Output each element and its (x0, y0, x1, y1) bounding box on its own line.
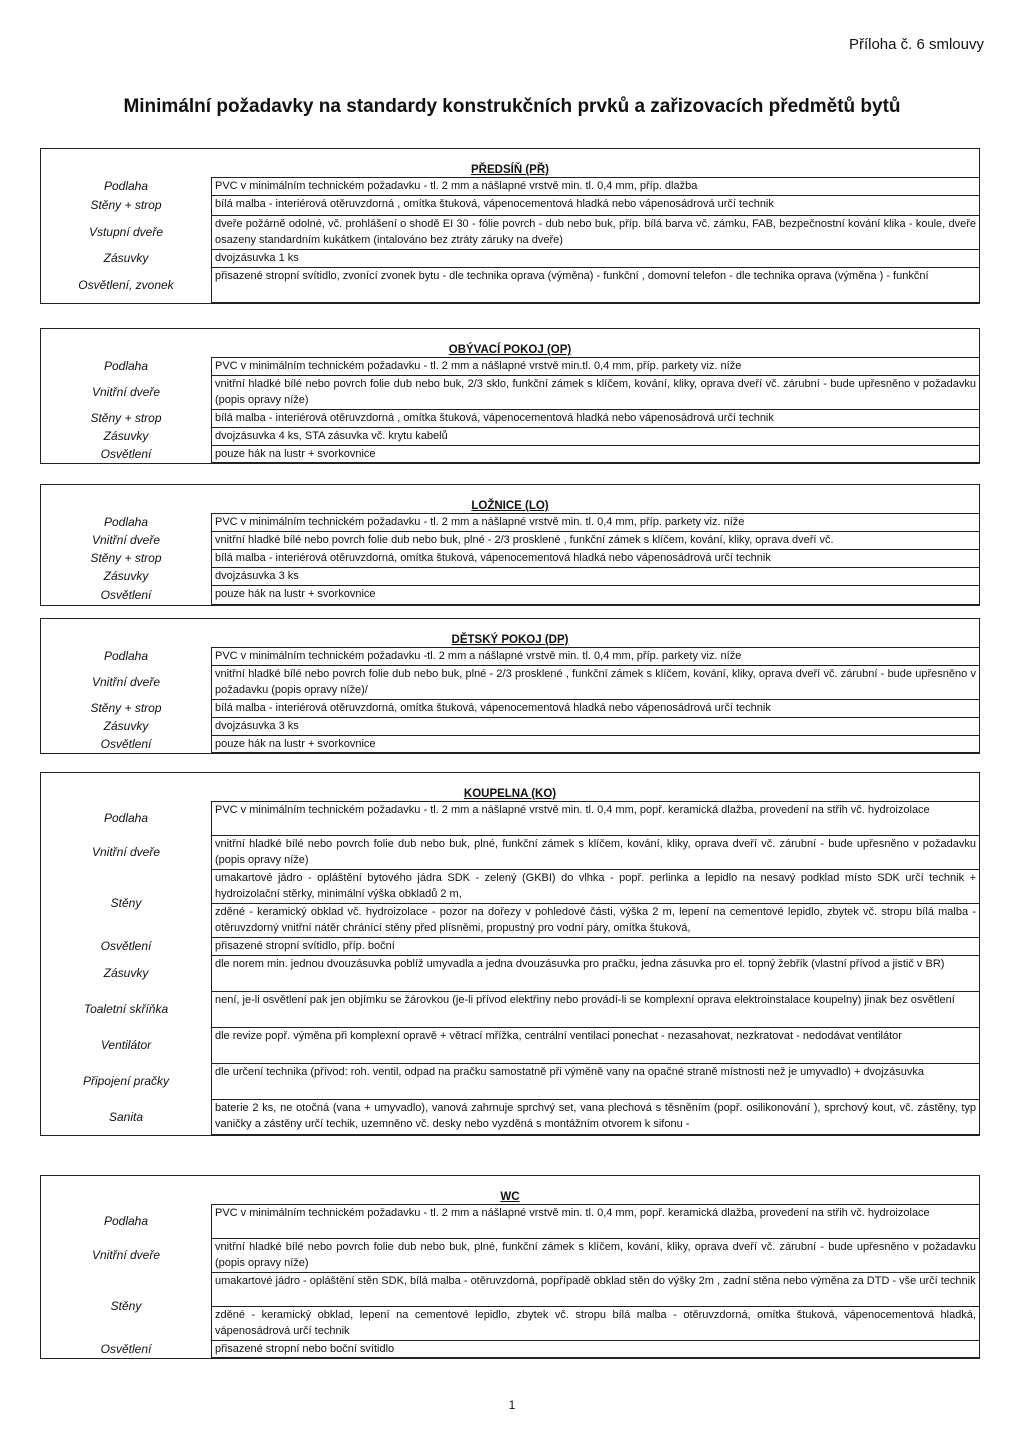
row-label: Vnitřní dveře (91, 845, 161, 859)
table-row (41, 375, 979, 409)
table-row (41, 267, 979, 303)
table-row (41, 567, 979, 585)
row-value: bílá malba - interiérová otěruvzdorná , omítka štuková, vápenocementová hladká nebo vápenosádrová určí technik (211, 409, 980, 427)
row-label: Podlaha (103, 649, 149, 663)
row-value: PVC v minimálním technickém požadavku - tl. 2 mm a nášlapné vrstvě min. tl. 0,4 mm, popř. keramická dlažba, provedení na střih vč. hydroizolace (211, 1204, 980, 1238)
table-row (41, 869, 979, 937)
table-row (41, 699, 979, 717)
section-koupelna (40, 772, 980, 1136)
row-label: Osvětlení (100, 1342, 152, 1356)
row-value: bílá malba - interiérová otěruvzdorná , omítka štuková, vápenocementová hladká nebo vápenosádrová určí technik (211, 195, 980, 215)
row-value: přisazené stropní nebo boční svítidlo (211, 1340, 980, 1358)
table-row (41, 427, 979, 445)
row-value: dvojzásuvka 4 ks, STA zásuvka vč. krytu kabelů (211, 427, 980, 445)
row-label: Podlaha (103, 179, 149, 193)
row-label: Zásuvky (103, 429, 149, 443)
row-value: dvojzásuvka 3 ks (211, 717, 980, 735)
row-label: Stěny (110, 1299, 142, 1313)
table-row (41, 835, 979, 869)
row-label: Stěny + strop (90, 551, 162, 565)
table-row (41, 445, 979, 463)
table-row (41, 801, 979, 835)
section-wc (40, 1175, 980, 1359)
row-label: Stěny + strop (90, 411, 162, 425)
table-row (41, 717, 979, 735)
row-value-group (211, 1272, 980, 1340)
row-label: Sanita (108, 1110, 144, 1124)
row-label: Zásuvky (103, 569, 149, 583)
row-label: Stěny (110, 896, 142, 910)
table-row (41, 585, 979, 605)
table-row (41, 409, 979, 427)
row-value: PVC v minimálním technickém požadavku - tl. 2 mm a nášlapné vrstvě min. tl. 0,4 mm, příp. parkety viz. níže (211, 513, 980, 531)
table-row (41, 513, 979, 531)
table-row (41, 357, 979, 375)
row-label: Vnitřní dveře (91, 675, 161, 689)
table-row (41, 549, 979, 567)
row-value: bílá malba - interiérová otěruvzdorná, omítka štuková, vápenocementová hladká nebo vápenosádrová určí technik (211, 549, 980, 567)
row-value: bílá malba - interiérová otěruvzdorná, omítka štuková, vápenocementová hladká nebo vápenosádrová určí technik (211, 699, 980, 717)
row-label: Připojení pračky (82, 1074, 170, 1088)
row-value: dle určení technika (přívod: roh. ventil, odpad na pračku samostatně při výměně vany na opačné straně místnosti než je umyvadlo) + dvojzásuvka (211, 1063, 980, 1099)
row-value: dveře požárně odolné, vč. prohlášení o shodě EI 30 - fólie povrch - dub nebo buk, příp. bílá barva vč. zámku, FAB, bezpečnostní kování klika - koule, dveře osazeny standardním kukátkem (intalováno bez ztráty záruky na dveře) (211, 215, 980, 249)
table-row (41, 1099, 979, 1135)
table-row (41, 215, 979, 249)
row-value: přisazené stropní svítidlo, zvonící zvonek bytu - dle technika oprava (výměna) - funkční , domovní telefon - dle technika oprava (výměna ) - funkční (211, 267, 980, 303)
row-value: dvojzásuvka 1 ks (211, 249, 980, 267)
row-label: Toaletní skříňka (83, 1002, 169, 1016)
row-label: Osvětlení (100, 737, 152, 751)
row-label: Podlaha (103, 1214, 149, 1228)
row-value: pouze hák na lustr + svorkovnice (211, 735, 980, 753)
row-label: Osvětlení (100, 939, 152, 953)
row-value: PVC v minimálním technickém požadavku - tl. 2 mm a nášlapné vrstvě min. tl. 0,4 mm, příp. dlažba (211, 177, 980, 195)
row-value: vnitřní hladké bílé nebo povrch folie dub nebo buk, plné - 2/3 prosklené , funkční zámek s klíčem, kování, kliky, oprava dveří vč. zárubní - bude upřesněno v požadavku (popis opravy níže)/ (211, 665, 980, 699)
row-value: zděné - keramický obklad, lepení na cementové lepidlo, zbytek vč. stropu bílá malba - otěruvzdorná, omítka štuková, vápenocementová hladká, vápenosádrová určí technik (211, 1306, 980, 1340)
row-value: umakartové jádro - opláštění stěn SDK, bílá malba - otěruvzdorná, popřípadě obklad stěn do výšky 2m , zadní stěna nebo výměna za DTD - vše určí technik (211, 1272, 980, 1306)
table-row (41, 195, 979, 215)
row-value: PVC v minimálním technickém požadavku - tl. 2 mm a nášlapné vrstvě min. tl. 0,4 mm, popř. keramická dlažba, provedení na střih vč. hydroizolace (211, 801, 980, 835)
row-label: Zásuvky (103, 251, 149, 265)
table-row (41, 1063, 979, 1099)
row-label: Podlaha (103, 515, 149, 529)
table-row (41, 1340, 979, 1358)
table-row (41, 991, 979, 1027)
row-label: Ventilátor (100, 1038, 152, 1052)
row-value: baterie 2 ks, ne otočná (vana + umyvadlo), vanová zahrnuje sprchvý set, vana plechová s těsněním (popř. osilikonování ), sprchový kout, vč. zástěny, typ vaničky a zástěny určí techik, uzemněno vč. desky nebo vyzděná s montážním otvorem k sifonu - (211, 1099, 980, 1135)
row-value: vnitřní hladké bílé nebo povrch folie dub nebo buk, plné - 2/3 prosklené , funkční zámek s klíčem, kování, kliky, oprava dveří vč. (211, 531, 980, 549)
row-value: pouze hák na lustr + svorkovnice (211, 585, 980, 605)
table-row (41, 1238, 979, 1272)
table-row (41, 955, 979, 991)
row-value: vnitřní hladké bílé nebo povrch folie dub nebo buk, plné, funkční zámek s klíčem, kování, kliky, oprava dveří vč. zárubní - bude upřesněno v požadavku (popis opravy níže) (211, 1238, 980, 1272)
section-heading: PŘEDSÍŇ (PŘ) (471, 164, 549, 176)
section-loznice (40, 484, 980, 606)
row-label: Zásuvky (103, 966, 149, 980)
table-row (41, 531, 979, 549)
row-value: vnitřní hladké bílé nebo povrch folie dub nebo buk, 2/3 sklo, funkční zámek s klíčem, kování, kliky, oprava dveří vč. zárubní - bude upřesněno v požadavku (popis opravy níže) (211, 375, 980, 409)
table-row (41, 1272, 979, 1340)
row-label: Zásuvky (103, 719, 149, 733)
table-row (41, 735, 979, 753)
row-value: zděné - keramický obklad vč. hydroizolace - pozor na dořezy v pohledové části, výška 2 m, lepení na cementové lepidlo, zbytek vč. stropu bílá malba - otěruvzdorný vnitřní nátěr chránící stěny před plísněmi, propustný pro vodní páry, omítka štuková, (211, 903, 980, 937)
table-row (41, 177, 979, 195)
page-title: Minimální požadavky na standardy konstrukčních prvků a zařizovacích předmětů bytů (123, 96, 901, 117)
row-label: Vnitřní dveře (91, 533, 161, 547)
row-label: Stěny + strop (90, 701, 162, 715)
section-heading: LOŽNICE (LO) (471, 500, 549, 512)
row-value: pouze hák na lustr + svorkovnice (211, 445, 980, 463)
section-obyvaci-pokoj (40, 328, 980, 464)
section-predsin (40, 148, 980, 304)
row-label: Podlaha (103, 359, 149, 373)
table-row (41, 1027, 979, 1063)
row-value: dvojzásuvka 3 ks (211, 567, 980, 585)
row-value: vnitřní hladké bílé nebo povrch folie dub nebo buk, plné, funkční zámek s klíčem, kování, kliky, oprava dveří vč. zárubní - bude upřesněno v požadavku (popis opravy níže) (211, 835, 980, 869)
row-label: Vnitřní dveře (91, 1248, 161, 1262)
table-row (41, 665, 979, 699)
row-label: Podlaha (103, 811, 149, 825)
row-value: přisazené stropní svítidlo, příp. boční (211, 937, 980, 955)
row-value: PVC v minimálním technickém požadavku -tl. 2 mm a nášlapné vrstvě min. tl. 0,4 mm, příp. parkety viz. níže (211, 647, 980, 665)
section-heading: WC (500, 1191, 520, 1203)
row-value-group (211, 869, 980, 937)
row-label: Vnitřní dveře (91, 385, 161, 399)
row-label: Vstupní dveře (88, 225, 164, 239)
row-value: dle revize popř. výměna při komplexní opravě + větrací mřížka, centrální ventilaci ponechat - nezasahovat, nezkratovat - nedodávat ventilátor (211, 1027, 980, 1063)
section-detsky-pokoj (40, 618, 980, 754)
section-heading: KOUPELNA (KO) (463, 788, 557, 800)
table-row (41, 1204, 979, 1238)
row-value: umakartové jádro - opláštění bytového jádra SDK - zelený (GKBI) do vlhka - popř. perlinka a lepidlo na nesavý podklad místo SDK určí technik + hydroizolační stěrky, minimální výška obkladů 2 m, (211, 869, 980, 903)
row-label: Stěny + strop (90, 198, 162, 212)
table-row (41, 647, 979, 665)
row-label: Osvětlení (100, 588, 152, 602)
row-label: Osvětlení (100, 447, 152, 461)
row-value: dle norem min. jednou dvouzásuvka poblíž umyvadla a jedna dvouzásuvka pro pračku, jedna zásuvka pro el. topný žebřík (vlastní přívod a jistič v BR) (211, 955, 980, 991)
table-row (41, 249, 979, 267)
table-row (41, 937, 979, 955)
section-heading: OBÝVACÍ POKOJ (OP) (448, 344, 572, 356)
row-label: Osvětlení, zvonek (78, 278, 174, 292)
row-value: PVC v minimálním technickém požadavku - tl. 2 mm a nášlapné vrstvě min.tl. 0,4 mm, příp. parkety viz. níže (211, 357, 980, 375)
page-number: 1 (508, 1398, 516, 1412)
row-value: není, je-li osvětlení pak jen objímku se žárovkou (je-li přívod elektřiny nebo provádí-li se komplexní oprava elektroinstalace koupelny) jinak bez osvětlení (211, 991, 980, 1027)
annex-label: Příloha č. 6 smlouvy (848, 36, 984, 53)
section-heading: DĚTSKÝ POKOJ (DP) (451, 634, 569, 646)
